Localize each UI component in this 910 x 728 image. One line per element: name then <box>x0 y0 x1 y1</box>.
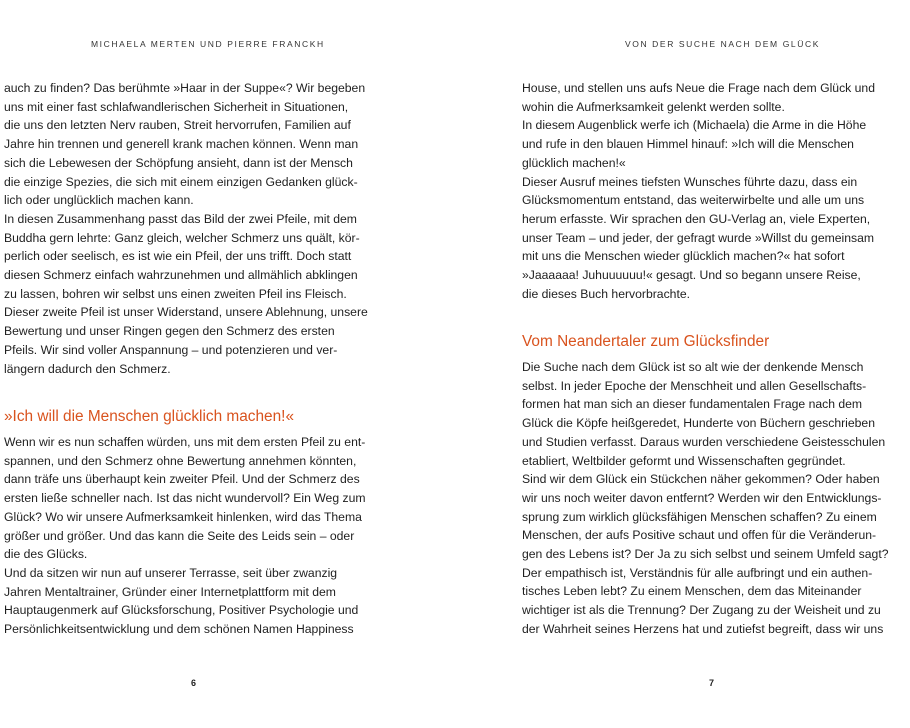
text-line: Jahren Mentaltrainer, Gründer einer Internetplattform mit dem <box>4 584 336 599</box>
text-line: mit uns die Menschen wieder glücklich machen?« hat sofort <box>522 249 845 264</box>
text-line: selbst. In jeder Epoche der Menschheit und allen Gesellschafts- <box>522 378 867 393</box>
text-line: die des Glücks. <box>4 547 88 562</box>
text-line: spannen, und den Schmerz ohne Bewertung annehmen könnten, <box>4 453 357 468</box>
text-line: House, und stellen uns aufs Neue die Frage nach dem Glück und <box>522 81 875 95</box>
text-line: perlich oder seelisch, es ist wie ein Pfeil, der uns trifft. Doch statt <box>4 249 352 264</box>
page-number-right: 7 <box>709 678 715 688</box>
section-heading: Vom Neandertaler zum Glücksfinder <box>522 333 770 350</box>
text-line: und rufe in den blauen Himmel hinauf: »Ich will die Menschen <box>522 137 854 152</box>
text-line: und Studien verfasst. Daraus wurden verschiedene Geistesschulen <box>522 434 886 449</box>
text-line: größer und größer. Und das kann die Seite des Leids sein – oder <box>4 528 355 543</box>
text-line: herum erfasste. Wir sprachen den GU-Verlag an, viele Experten, <box>522 211 871 226</box>
text-line: Glück? Wo wir unsere Aufmerksamkeit hinlenken, wird das Thema <box>4 509 362 524</box>
text-line: zu lassen, bohren wir selbst uns einen zweiten Pfeil ins Fleisch. <box>4 286 347 301</box>
running-head-left: MICHAELA MERTEN UND PIERRE FRANCKH <box>91 39 325 49</box>
text-line: Die Suche nach dem Glück ist so alt wie der denkende Mensch <box>522 360 864 374</box>
text-line: die einzige Spezies, die sich mit einem einzigen Gedanken glück- <box>4 174 358 189</box>
right-page <box>455 0 910 728</box>
text-line: die uns den letzten Nerv rauben, Streit hervorrufen, Familien auf <box>4 118 351 133</box>
text-line: Wenn wir es nun schaffen würden, uns mit dem ersten Pfeil zu ent- <box>4 435 366 449</box>
text-line: der Wahrheit seines Herzens hat und zutiefst begreift, dass wir uns <box>522 621 884 636</box>
text-line: wichtiger ist als die Trennung? Der Zugang zu der Weisheit und zu <box>522 603 881 618</box>
text-line: Pfeils. Wir sind voller Anspannung – und potenzieren und ver- <box>4 342 338 357</box>
text-line: sich die Lebewesen der Schöpfung ansieht, dann ist der Mensch <box>4 155 353 170</box>
text-line: etabliert, Weltbilder geformt und Wissenschaften gegründet. <box>522 453 846 468</box>
text-line: formen hat man sich an dieser fundamentalen Frage nach dem <box>522 397 863 412</box>
running-head-right: VON DER SUCHE NACH DEM GLÜCK <box>625 39 820 49</box>
text-line: sprung zum wirklich glücksfähigen Menschen schaffen? Zu einem <box>522 509 877 524</box>
text-line: auch zu finden? Das berühmte »Haar in der Suppe«? Wir begeben <box>4 81 366 95</box>
text-line: ersten ließe schneller nach. Ist das nicht wundervoll? Ein Weg zum <box>4 491 366 506</box>
text-line: Dieser Ausruf meines tiefsten Wunsches führte dazu, dass ein <box>522 174 858 189</box>
text-line: diesen Schmerz einfach wahrzunehmen und allmählich abklingen <box>4 268 358 282</box>
text-line: längern dadurch den Schmerz. <box>4 361 171 376</box>
text-line: tisches Leben lebt? Zu einem Menschen, dem das Miteinander <box>522 584 862 599</box>
text-line: Menschen, der aufs Positive schaut und offen für die Veränderun- <box>522 528 877 543</box>
text-line: gen des Lebens ist? Der Ja zu sich selbst und seinem Umfeld sagt? <box>522 547 889 561</box>
text-line: Dieser zweite Pfeil ist unser Widerstand, unsere Ablehnung, unsere <box>4 305 368 320</box>
text-line: glücklich machen!« <box>522 155 626 170</box>
page-number-left: 6 <box>191 678 197 688</box>
text-line: »Jaaaaaa! Juhuuuuuu!« gesagt. Und so begann unsere Reise, <box>522 268 861 282</box>
text-line: Bewertung und unser Ringen gegen den Schmerz des ersten <box>4 324 335 339</box>
text-line: unser Team – und jeder, der gefragt wurde »Willst du gemeinsam <box>522 230 875 245</box>
text-line: Hauptaugenmerk auf Glücksforschung, Positiver Psychologie und <box>4 603 359 618</box>
text-line: dann träfe uns überhaupt kein zweiter Pfeil. Und der Schmerz des <box>4 472 360 487</box>
section-heading: »Ich will die Menschen glücklich machen!« <box>4 408 295 425</box>
text-line: Jahre hin trennen und generell krank machen können. Wenn man <box>4 137 359 152</box>
text-line: In diesem Augenblick werfe ich (Michaela) die Arme in die Höhe <box>522 118 867 133</box>
text-line: Persönlichkeitsentwicklung und dem schönen Namen Happiness <box>4 622 354 636</box>
text-line: Buddha gern lehrte: Ganz gleich, welcher Schmerz uns quält, kör- <box>4 230 360 245</box>
text-line: die dieses Buch hervorbrachte. <box>522 286 691 301</box>
text-line: uns mit einer fast schlafwandlerischen Sicherheit in Situationen, <box>4 99 349 114</box>
text-line: Der empathisch ist, Verständnis für alle aufbringt und ein authen- <box>522 565 873 580</box>
text-line: wir uns noch weiter davon entfernt? Werden wir den Entwicklungs- <box>522 490 882 505</box>
text-line: lich oder unglücklich machen kann. <box>4 193 194 208</box>
text-line: In diesen Zusammenhang passt das Bild der zwei Pfeile, mit dem <box>4 211 357 226</box>
text-line: Und da sitzen wir nun auf unserer Terrasse, seit über zwanzig <box>4 565 338 580</box>
text-line: Sind wir dem Glück ein Stückchen näher gekommen? Oder haben <box>522 472 880 487</box>
text-line: Glück die Köpfe heißgeredet, Hunderte von Büchern geschrieben <box>522 416 875 431</box>
text-line: wohin die Aufmerksamkeit gelenkt werden sollte. <box>522 99 785 114</box>
text-line: Glücksmomentum entstand, das weiterwirbelte und alle um uns <box>522 193 865 208</box>
